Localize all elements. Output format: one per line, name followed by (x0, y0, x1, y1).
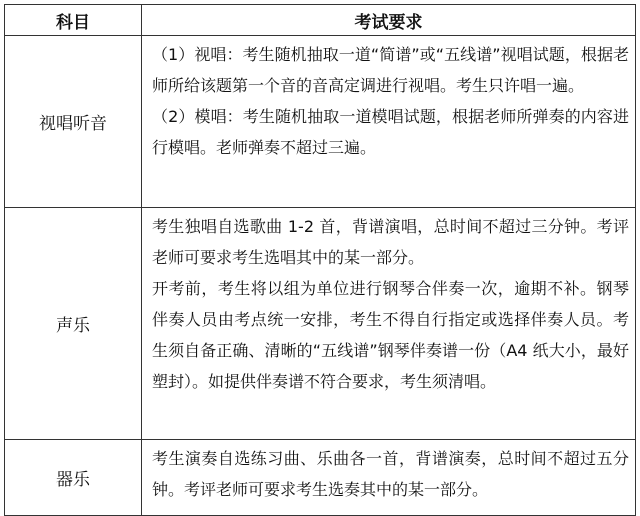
requirement-paragraph: （2）模唱：考生随机抽取一道模唱试题，根据老师所弹奏的内容进行模唱。老师弹奏不超过三遍。 (152, 107, 629, 157)
exam-requirements-table (4, 4, 636, 516)
requirement-paragraph: 考生独唱自选歌曲 1-2 首，背谱演唱，总时间不超过三分钟。考评老师可要求考生选唱其中的某一部分。 (152, 217, 629, 267)
table-row (5, 440, 636, 516)
subject-cell-instrumental: 器乐 (5, 440, 142, 516)
table-header (5, 5, 636, 36)
table-row (5, 208, 636, 440)
requirement-paragraph: （1）视唱：考生随机抽取一道“简谱”或“五线谱”视唱试题，根据老师所给该题第一个音的音高定调进行视唱。考生只许唱一遍。 (152, 45, 629, 95)
table-row (5, 36, 636, 208)
requirement-cell-sight-singing (142, 36, 636, 208)
requirement-paragraph: 开考前，考生将以组为单位进行钢琴合伴奏一次，逾期不补。钢琴伴奏人员由考点统一安排，考生不得自行指定或选择伴奏人员。考生须自备正确、清晰的“五线谱”钢琴伴奏谱一份（A4 纸大小，最好塑封）。如提供伴奏谱不符合要求，考生须清唱。 (152, 279, 629, 391)
requirement-paragraph: 考生演奏自选练习曲、乐曲各一首，背谱演奏，总时间不超过五分钟。考评老师可要求考生选奏其中的某一部分。 (152, 449, 629, 499)
requirement-cell-instrumental (142, 440, 636, 516)
header-row (5, 5, 636, 36)
subject-cell-vocal: 声乐 (5, 208, 142, 440)
requirement-cell-vocal (142, 208, 636, 440)
header-requirement: 考试要求 (142, 5, 636, 36)
subject-cell-sight-singing: 视唱听音 (5, 36, 142, 208)
header-subject: 科目 (5, 5, 142, 36)
